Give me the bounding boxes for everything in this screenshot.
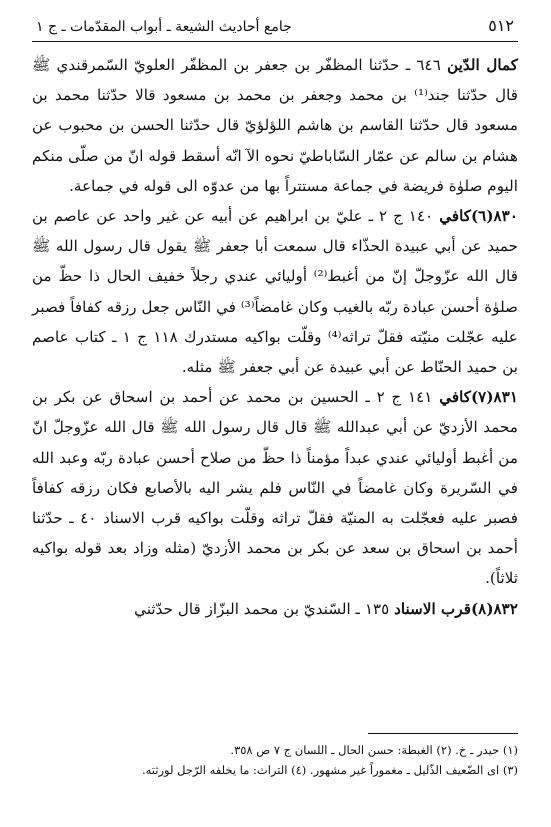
running-title: جامع أحاديث الشيعة ـ أبواب المقدّمات ـ ج ١: [36, 19, 292, 35]
main-text: [32, 50, 518, 624]
paragraph: [32, 50, 518, 201]
footnote-line: (٣) اى الضّعيف الذّليل ـ مغموراً غير مشهور. (٤) التراث: ما يخلفه الرّجل لورثته.: [141, 763, 518, 777]
page-header: [32, 16, 518, 41]
footnote-rule: [368, 733, 518, 734]
hadith-text: ١٤٠ ج ٢ ـ عليّ بن ابراهيم عن أبيه عن غير واحد عن عاصم بن حميد عن أبي عبيدة الحذّاء قال سمعت أبا جعفر ﷺ يقول قال رسول الله ﷺ قال الله عزّوجلّ إنّ من أغبط⁽²⁾ أوليائي عندي رجلاً خفيف الحال ذا حظّ من صلوٰة أحسن عبادة ربّه بالغيب وكان غامضاً⁽³⁾ في النّاس جعل رزقه كفافاً فصبر عليه عجّلت منيّته فقلّ تراثه⁽⁴⁾ وقلّت بواكيه مستدرك ١١٨ ج ١ ـ كتاب عاصم بن حميد الحنّاط عن أبي عبيدة عن أبي جعفر ﷺ مثله.: [32, 207, 518, 377]
header-rule: [32, 41, 518, 42]
page-number: ٥١٢: [488, 16, 514, 35]
paragraph: [32, 382, 518, 593]
footnotes: [32, 740, 518, 780]
hadith-text: ١٤١ ج ٢ ـ الحسين بن محمد عن أحمد بن اسحاق عن بكر بن محمد الأزديّ عن أبي عبدالله ﷺ قال قال رسول الله ﷺ قال الله عزّوجلّ انّ من أغبط أوليائي عندي عبداً مؤمناً ذا حظّ من صلاح أحسن عبادة ربّه وعبد الله في السّريرة وكان غامضاً في النّاس فلم يشر اليه بالأصابع فكان رزقه كفافاً فصبر عليه فعجّلت به المنيّة فقلّ تراثه وقلّت بواكيه قرب الاسناد ٤٠ ـ حدّثنا أحمد بن اسحاق بن سعد عن بكر بن محمد الأزديّ (مثله وزاد بعد قوله بواكيه ثلاثاً).: [32, 388, 518, 588]
paragraph: [32, 201, 518, 382]
source-citation: ٨٣٢(٨)قرب الاسناد: [394, 599, 518, 618]
paragraph: [32, 594, 518, 624]
footnote-line: (١) حيدر ـ خ. (٢) الغبطة: حسن الحال ـ اللسان ج ٧ ص ٣٥٨.: [230, 743, 518, 757]
source-citation: ٨٣٠(٦)كافي: [439, 207, 518, 226]
hadith-text: ١٣٥ ـ السّنديّ بن محمد البزّاز قال حدّثني: [134, 599, 395, 618]
hadith-text: ٦٤٦ ـ حدّثنا المظفّر بن جعفر بن المظفّر العلويّ السّمرقندي ﷺ قال حدّثنا جند⁽¹⁾ بن محمد وجعفر بن محمد بن مسعود قالا حدّثنا محمد بن مسعود قال حدّثنا القاسم بن هاشم اللؤلؤيّ قال حدّثنا الحسن بن محبوب عن هشام بن سالم عن عمّار السّاباطيّ نحوه الآ انّه أسقط قوله انّ من صلّى منكم اليوم صلوٰة فريضة في جماعة مستتراً بها من عدوّه الى قوله في جماعة.: [32, 56, 518, 195]
source-citation: كمال الدّين: [447, 56, 518, 74]
source-citation: ٨٣١(٧)كافي: [439, 388, 519, 407]
